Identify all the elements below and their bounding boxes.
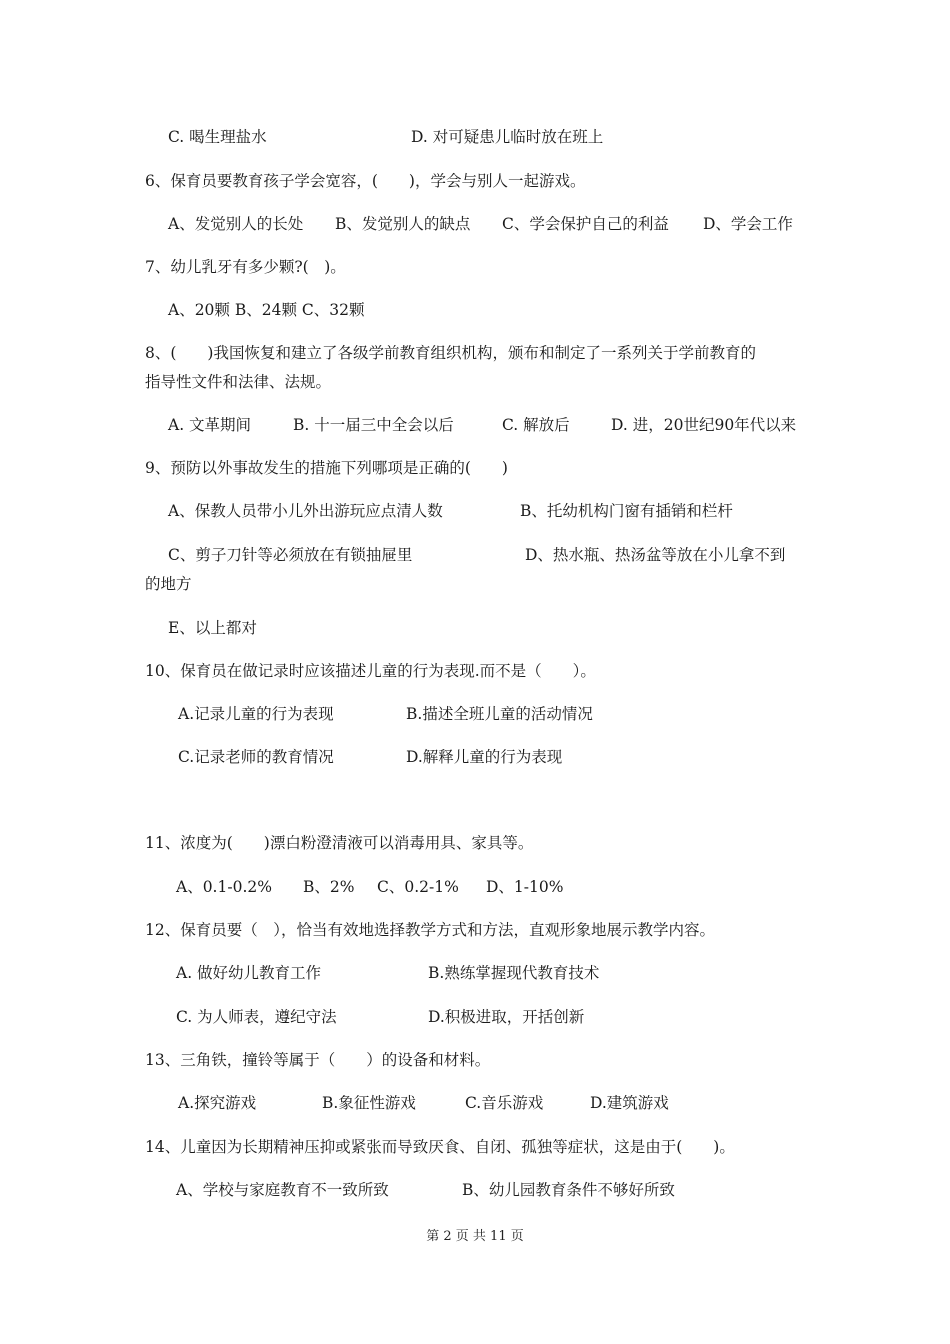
q8-option-a: A. 文革期间 (168, 416, 252, 434)
q12-option-b: B.熟练掌握现代教育技术 (428, 964, 600, 982)
q13-stem: 13、三角铁，撞铃等属于（ ）的设备和材料。 (145, 1051, 491, 1069)
q6-option-b: B、发觉别人的缺点 (335, 215, 471, 233)
q11-stem: 11、浓度为( )漂白粉澄清液可以消毒用具、家具等。 (145, 834, 534, 852)
q13-option-c: C.音乐游戏 (465, 1094, 544, 1112)
q10-option-c: C.记录老师的教育情况 (178, 748, 334, 766)
q8-option-b: B. 十一届三中全会以后 (293, 416, 454, 434)
q9-option-d-line2: 的地方 (145, 575, 192, 593)
q5-option-c: C. 喝生理盐水 (168, 128, 267, 146)
q7-stem: 7、幼儿乳牙有多少颗?( )。 (145, 258, 346, 276)
q6-option-a: A、发觉别人的长处 (168, 215, 304, 233)
q6-option-d: D、学会工作 (703, 215, 793, 233)
q8-option-d: D. 进，20世纪90年代以来 (611, 416, 797, 434)
q5-option-d: D. 对可疑患儿临时放在班上 (411, 128, 604, 146)
q9-stem: 9、预防以外事故发生的措施下列哪项是正确的( ) (145, 459, 508, 477)
q12-option-c: C. 为人师表，遵纪守法 (176, 1008, 337, 1026)
q9-option-e: E、以上都对 (168, 619, 257, 637)
q13-option-b: B.象征性游戏 (322, 1094, 416, 1112)
q14-stem: 14、儿童因为长期精神压抑或紧张而导致厌食、自闭、孤独等症状，这是由于( )。 (145, 1138, 735, 1156)
q12-stem: 12、保育员要（ ），恰当有效地选择教学方式和方法，直观形象地展示教学内容。 (145, 921, 715, 939)
q6-option-c: C、学会保护自己的利益 (502, 215, 669, 233)
q13-option-a: A.探究游戏 (178, 1094, 257, 1112)
q11-option-b: B、2% (303, 878, 355, 896)
q12-option-d: D.积极进取，开括创新 (428, 1008, 585, 1026)
q11-option-a: A、0.1-0.2% (176, 878, 272, 896)
q8-option-c: C. 解放后 (502, 416, 570, 434)
q9-option-d-line1: D、热水瓶、热汤盆等放在小儿拿不到 (525, 546, 786, 564)
q8-stem-line1: 8、( )我国恢复和建立了各级学前教育组织机构，颁布和制定了一系列关于学前教育的 (145, 344, 756, 362)
q12-option-a: A. 做好幼儿教育工作 (176, 964, 322, 982)
q9-option-a: A、保教人员带小儿外出游玩应点清人数 (168, 502, 443, 520)
q9-option-b: B、托幼机构门窗有插销和栏杆 (520, 502, 733, 520)
q8-stem-line2: 指导性文件和法律、法规。 (145, 373, 332, 391)
q9-option-c: C、剪子刀针等必须放在有锁抽屉里 (168, 546, 413, 564)
q14-option-a: A、学校与家庭教育不一致所致 (176, 1181, 389, 1199)
q10-option-b: B.描述全班儿童的活动情况 (406, 705, 593, 723)
q14-option-b: B、幼儿园教育条件不够好所致 (462, 1181, 675, 1199)
page-footer: 第 2 页 共 11 页 (426, 1229, 524, 1244)
q10-stem: 10、保育员在做记录时应该描述儿童的行为表现.而不是（ ）。 (145, 662, 596, 680)
q10-option-d: D.解释儿童的行为表现 (406, 748, 563, 766)
q7-options: A、20颗 B、24颗 C、32颗 (168, 301, 365, 319)
q11-option-c: C、0.2-1% (377, 878, 459, 896)
q13-option-d: D.建筑游戏 (590, 1094, 669, 1112)
q10-option-a: A.记录儿童的行为表现 (178, 705, 334, 723)
q6-stem: 6、保育员要教育孩子学会宽容，( )，学会与别人一起游戏。 (145, 172, 586, 190)
q11-option-d: D、1-10% (486, 878, 564, 896)
